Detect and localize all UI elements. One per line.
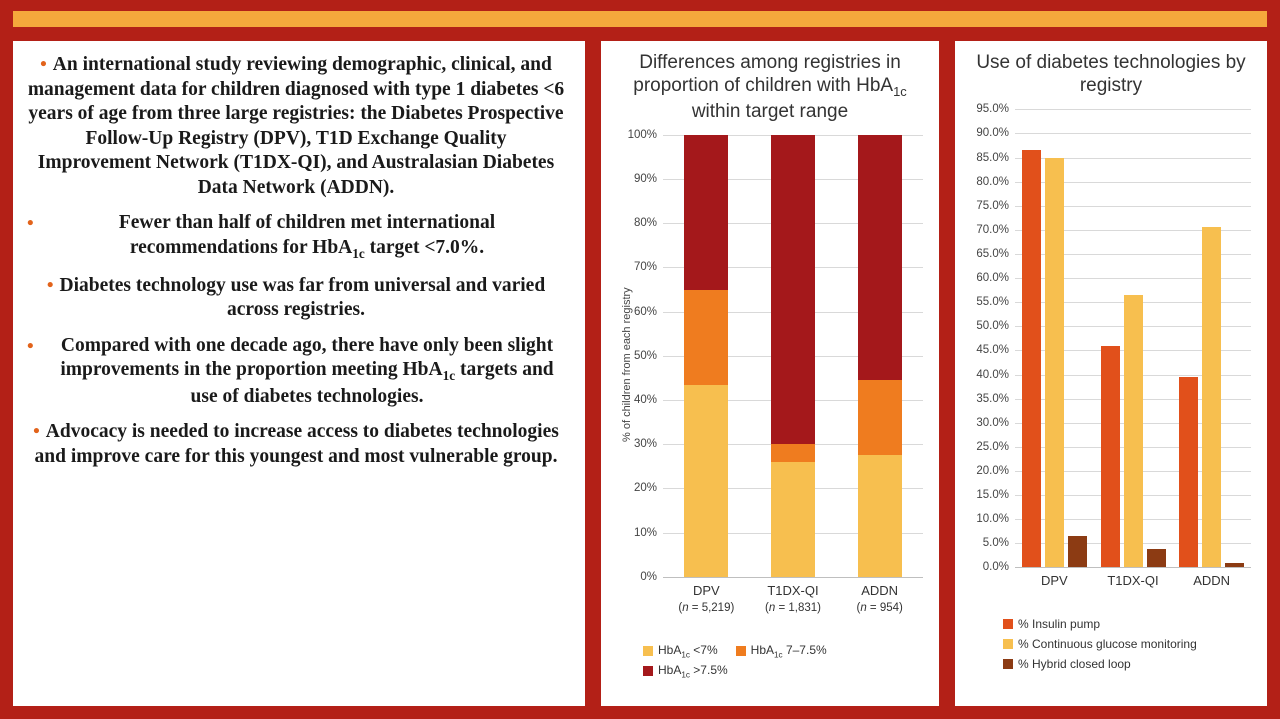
chart-title-technology: Use of diabetes technologies by registry [976,52,1246,97]
chart-panel-hba1c [598,38,942,709]
chart-y-tick-label: 80.0% [976,175,1009,188]
chart-y-tick-label: 25.0% [976,440,1009,453]
chart-y-tick-label: 10.0% [976,513,1009,526]
chart-y-tick-label: 15.0% [976,489,1009,502]
chart-y-tick-label: 65.0% [976,247,1009,260]
chart-y-tick-label: 30% [633,438,657,451]
chart-bar-segment [684,135,728,290]
chart-bar [1101,346,1120,568]
chart-x-tick-label: T1DX-QI [1107,573,1159,589]
chart-y-tick-label: 20% [633,482,657,495]
chart-legend-technology [963,613,1259,671]
chart-title-hba1c: Differences among registries in proportion of children with HbA$_{1c}$ within target range [633,52,907,122]
summary-bullet-text: Advocacy is needed to increase access to diabetes technologies and improve care for this youngest and most vulnerable group. [34,421,559,467]
chart-y-tick-label: 30.0% [976,416,1009,429]
summary-bullet-item [27,274,571,323]
chart-y-tick-label: 45.0% [976,344,1009,357]
legend-swatch-icon [643,666,653,676]
chart-y-tick-label: 55.0% [976,296,1009,309]
chart-x-axis [1015,567,1251,568]
chart-legend-item[interactable] [643,663,728,679]
chart-gridline [1015,109,1251,110]
chart-x-tick-label: DPV [1040,573,1068,589]
chart-y-tick-label: 90.0% [976,127,1009,140]
bullet-dot-icon: • [40,54,47,75]
chart-legend-item[interactable] [736,643,827,659]
chart-legend-item[interactable] [1003,657,1253,671]
legend-label: % Continuous glucose monitoring [1018,637,1197,652]
chart-x-tick-label: DPV (n = 5,219) [678,582,735,615]
legend-label: % Hybrid closed loop [1018,657,1131,672]
chart-plot-technology [963,101,1259,613]
bullet-dot-icon: • [33,421,40,443]
chart-x-tick-label: ADDN [1193,573,1231,589]
chart-bar-segment [771,462,815,577]
chart-y-tick-label: 95.0% [976,103,1009,116]
chart-y-tick-label: 40.0% [976,368,1009,381]
chart-bar [1068,536,1087,567]
chart-bar-segment [684,290,728,385]
chart-bar-segment [771,135,815,444]
chart-bar [1045,158,1064,568]
poster-body [10,38,1270,709]
chart-y-tick-label: 80% [633,217,657,230]
chart-panel-technology [952,38,1270,709]
legend-label: % Insulin pump [1018,617,1101,632]
legend-label: HbA$_{1c}$ 7–7.5% [750,642,827,660]
chart-y-tick-label: 85.0% [976,151,1009,164]
chart-y-tick-label: 0.0% [982,561,1009,574]
summary-bullet-text: Compared with one decade ago, there have only been slight improvements in the proportion meeting HbA$_{1c}$ targets and use of diabetes technologies. [60,334,554,407]
poster-title-bar [10,8,1270,30]
summary-bullet-text: An international study reviewing demographic, clinical, and management data for children diagnosed with type 1 diabetes <6 years of age from three large registries: the Diabetes Prospective Follow-Up Registry (DPV), T1D Exchange Quality Improvement Network (T1DX-QI), and Australasian Diabetes Data Network (ADDN). [27,54,565,198]
chart-y-tick-label: 40% [633,394,657,407]
chart-legend-hba1c [609,639,931,680]
chart-bar [1022,150,1041,567]
bullet-dot-icon: • [27,213,34,235]
chart-legend-item[interactable] [643,643,718,659]
chart-y-tick-label: 50.0% [976,320,1009,333]
chart-bar-segment [858,135,902,380]
chart-plot-hba1c [609,127,931,639]
chart-legend-item[interactable] [1003,617,1253,631]
chart-bar [1202,227,1221,567]
legend-label: HbA$_{1c}$ >7.5% [658,663,728,680]
chart-y-tick-label: 70% [633,261,657,274]
chart-y-tick-label: 20.0% [976,464,1009,477]
chart-y-axis-title-hba1c: % of children from each registry [621,287,633,442]
chart-gridline [1015,133,1251,134]
summary-bullet-text: Diabetes technology use was far from universal and varied across registries. [59,274,546,321]
legend-swatch-icon [736,646,746,656]
summary-panel [10,38,588,709]
summary-bullet-list [27,53,571,470]
legend-swatch-icon [1003,659,1013,669]
chart-y-tick-label: 10% [633,526,657,539]
chart-y-tick-label: 60.0% [976,272,1009,285]
summary-bullet-item [27,420,571,469]
chart-bar-segment [771,444,815,462]
legend-swatch-icon [643,646,653,656]
chart-bar [1179,377,1198,567]
summary-bullet-text: Fewer than half of children met international recommendations for HbA$_{1c}$ target <7.0%. [118,212,496,261]
legend-swatch-icon [1003,639,1013,649]
chart-y-tick-label: 35.0% [976,392,1009,405]
chart-y-tick-label: 50% [633,349,657,362]
summary-bullet-item [27,211,571,262]
bullet-dot-icon: • [46,274,54,296]
chart-x-axis [663,577,923,578]
chart-bar [1147,549,1166,567]
chart-y-tick-label: 70.0% [976,223,1009,236]
chart-x-tick-label: ADDN (n = 954) [856,582,903,615]
chart-y-tick-label: 60% [633,305,657,318]
chart-y-tick-label: 75.0% [976,199,1009,212]
chart-bar [1225,563,1244,567]
chart-y-tick-label: 0% [640,570,657,583]
chart-bar-segment [858,455,902,577]
chart-x-tick-label: T1DX-QI (n = 1,831) [765,582,821,615]
chart-y-tick-label: 5.0% [982,537,1009,550]
chart-bar-segment [858,380,902,455]
chart-y-tick-label: 90% [633,173,657,186]
summary-bullet-item [27,334,571,410]
legend-label: HbA$_{1c}$ <7% [658,642,718,660]
chart-y-tick-label: 100% [627,128,657,141]
bullet-dot-icon: • [27,335,34,357]
chart-bar-segment [684,385,728,577]
summary-bullet-item [27,53,571,200]
legend-swatch-icon [1003,619,1013,629]
chart-legend-item[interactable] [1003,637,1253,651]
chart-bar [1124,295,1143,567]
